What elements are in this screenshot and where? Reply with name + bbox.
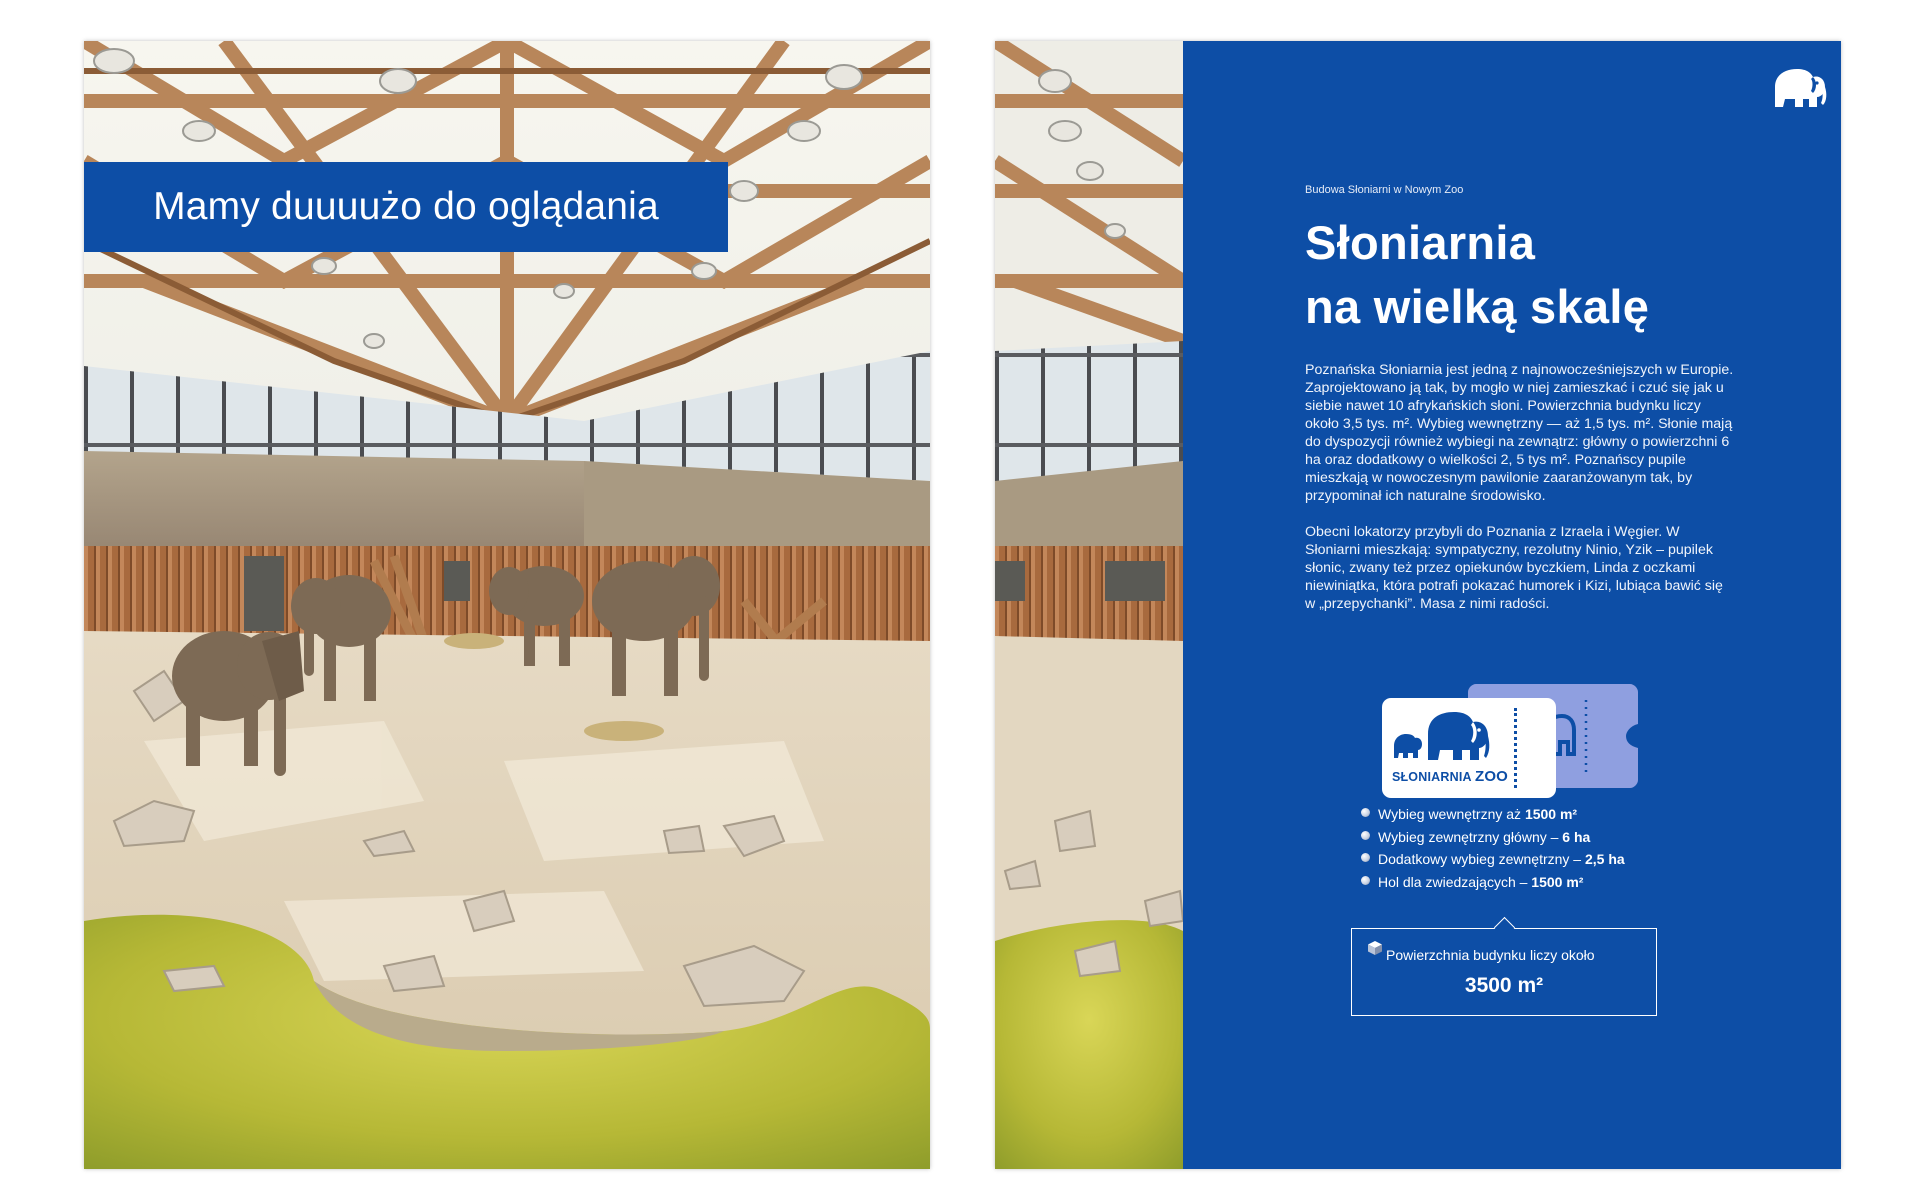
fact-value: 6 ha bbox=[1562, 828, 1591, 845]
bullet-icon bbox=[1361, 831, 1370, 840]
callout-notch bbox=[1494, 917, 1515, 938]
paragraph-2: Obecni lokatorzy przybyli do Poznania z Izraela i Węgier. W Słoniarni mieszkają: sympatyczny, rezolutny Ninio, Yzik – pupilek słonic, zwany też przez opiekunów byczkiem, Linda z oczkami niewiniątka, która potrafi pokazać humorek i Kizi, lubiąca bawić się w „przepychanki”. Masa z nimi radości. bbox=[1305, 524, 1723, 612]
headline-banner bbox=[84, 162, 728, 252]
fact-item bbox=[1361, 848, 1625, 871]
left-page bbox=[84, 41, 930, 1169]
blue-text-panel bbox=[1183, 41, 1841, 1169]
fact-text: Wybieg zewnętrzny główny – bbox=[1378, 828, 1563, 845]
bullet-icon bbox=[1361, 808, 1370, 817]
fact-text: Wybieg wewnętrzny aż bbox=[1378, 806, 1525, 822]
fact-item bbox=[1361, 871, 1625, 894]
bullet-icon bbox=[1361, 853, 1370, 862]
ticket-label-part1: SŁONIARNIA bbox=[1391, 770, 1472, 784]
body-text bbox=[1305, 361, 1735, 631]
fact-value: 2,5 ha bbox=[1585, 851, 1625, 867]
fact-item bbox=[1361, 803, 1625, 826]
facts-list bbox=[1361, 803, 1625, 893]
fact-item bbox=[1361, 826, 1625, 849]
ticket-label-part2: ZOO bbox=[1474, 768, 1509, 785]
fact-text: Dodatkowy wybieg zewnętrzny – bbox=[1378, 851, 1585, 867]
cube-icon bbox=[1367, 940, 1383, 956]
fact-text: Hol dla zwiedzających – bbox=[1378, 873, 1532, 890]
elephant-family-icon bbox=[1392, 708, 1510, 768]
title-line-1: Słoniarnia bbox=[1305, 216, 1536, 269]
fact-value: 1500 m² bbox=[1531, 873, 1584, 890]
ticket-label bbox=[1388, 768, 1512, 785]
right-page bbox=[995, 41, 1841, 1169]
elephant-logo-icon bbox=[1767, 63, 1829, 113]
area-label: Powierzchnia budynku liczy około bbox=[1386, 947, 1595, 963]
ticket-perforation bbox=[1514, 708, 1517, 788]
page-title bbox=[1305, 211, 1825, 339]
title-line-2: na wielką skalę bbox=[1305, 280, 1650, 333]
kicker-text: Budowa Słoniarni w Nowym Zoo bbox=[1305, 184, 1464, 196]
elephant-hall-photo-strip bbox=[995, 41, 1183, 1169]
ticket-front bbox=[1382, 698, 1556, 798]
fact-value: 1500 m² bbox=[1524, 806, 1578, 822]
area-value: 3500 m² bbox=[1464, 974, 1544, 997]
ticket-graphic bbox=[1382, 684, 1652, 804]
headline-text: Mamy duuuużo do oglądania bbox=[153, 185, 659, 228]
bullet-icon bbox=[1361, 876, 1370, 885]
paragraph-1: Poznańska Słoniarnia jest jedną z najnowocześniejszych w Europie. Zaprojektowano ją tak, by mogło w niej zamieszkać i czuć się jak u siebie nawet 10 afrykańskich słoni. Powierzchnia budynku liczy około 3,5 tys. m². Wybieg wewnętrzny — aż 1,5 tys. m². Słonie mają do dyspozycji również wybiegi na zewnątrz: główny o powierzchni 6 ha oraz dodatkowy o wielkości 2, 5 tys m². Poznańscy pupile mieszkają w nowoczesnym pawilonie zaaranżowanym tak, by przypominał ich naturalne środowisko. bbox=[1305, 362, 1734, 504]
area-callout-box bbox=[1351, 928, 1657, 1016]
